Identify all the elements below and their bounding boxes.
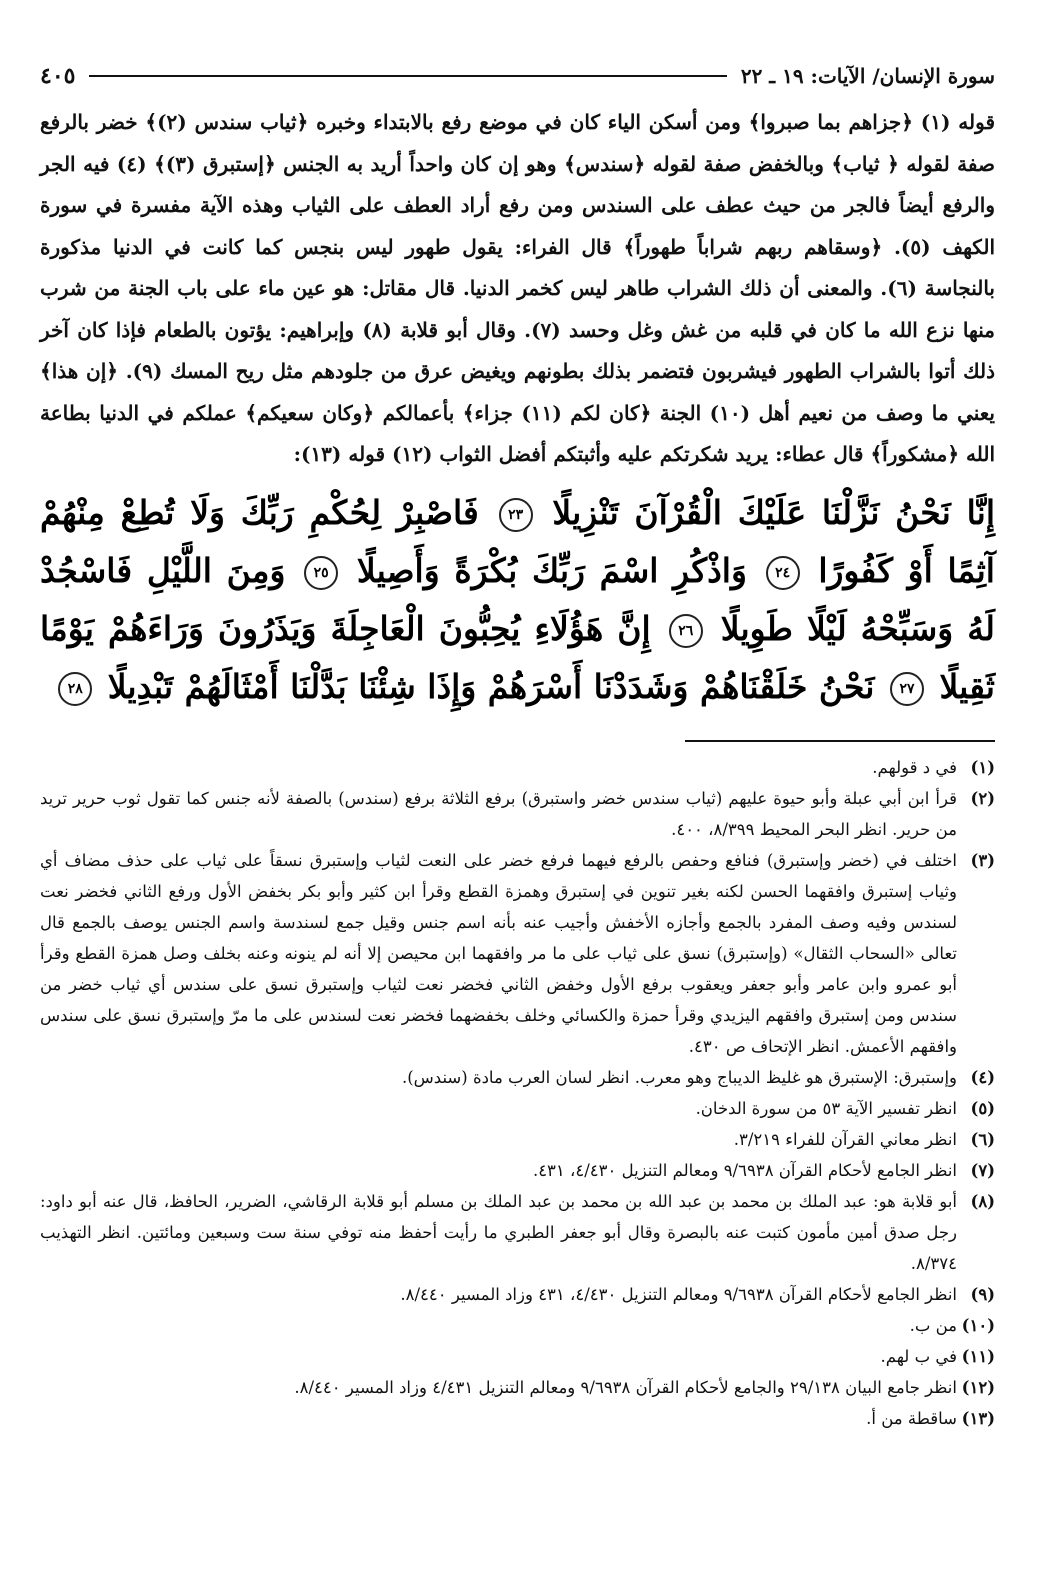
footnote-text: في د قولهم. [872, 757, 957, 777]
verse-25: وَاذْكُرِ اسْمَ رَبِّكَ بُكْرَةً وَأَصِيلًا [356, 550, 747, 590]
footnote-text: انظر معاني القرآن للفراء ٣/٢١٩. [733, 1129, 957, 1149]
footnote [40, 1186, 995, 1279]
footnote-number: (٣) [970, 850, 995, 870]
footnote-number: (١٢) [961, 1377, 995, 1397]
footnote-text: انظر جامع البيان ٢٩/١٣٨ والجامع لأحكام القرآن ٩/٦٩٣٨ ومعالم التنزيل ٤/٤٣١ وزاد المسير ٨/٤٤٠. [294, 1377, 957, 1397]
footnote-text: انظر الجامع لأحكام القرآن ٩/٦٩٣٨ ومعالم التنزيل ٤/٤٣٠، ٤٣١. [532, 1160, 957, 1180]
verse-number-23: ٢٣ [499, 498, 533, 532]
running-title: سورة الإنسان/ الآيات: ١٩ ـ ٢٢ [740, 64, 995, 88]
footnote [40, 1341, 995, 1372]
footnote [40, 1372, 995, 1403]
footnote [40, 1124, 995, 1155]
verse-number-25: ٢٥ [304, 556, 338, 590]
footnote [40, 1093, 995, 1124]
footnote [40, 845, 995, 1062]
footnote [40, 1310, 995, 1341]
footnote [40, 1155, 995, 1186]
footnote [40, 752, 995, 783]
verse-23: إِنَّا نَحْنُ نَزَّلْنَا عَلَيْكَ الْقُرْآنَ تَنْزِيلًا [552, 492, 995, 532]
quran-verses [40, 484, 995, 716]
verse-28: نَحْنُ خَلَقْنَاهُمْ وَشَدَدْنَا أَسْرَهُمْ وَإِذَا شِئْنَا بَدَّلْنَا أَمْثَالَهُمْ تَبْدِيلًا [107, 666, 875, 706]
footnote-number: (٧) [970, 1160, 995, 1180]
footnote-text: وإستبرق: الإستبرق هو غليظ الديباج وهو معرب. انظر لسان العرب مادة (سندس). [401, 1067, 957, 1087]
footnote-text: انظر الجامع لأحكام القرآن ٩/٦٩٣٨ ومعالم التنزيل ٤/٤٣٠، ٤٣١ وزاد المسير ٨/٤٤٠. [400, 1284, 957, 1304]
footnote-text: من ب. [909, 1315, 957, 1335]
footnote-number: (٢) [970, 788, 995, 808]
footnote-number: (٦) [970, 1129, 995, 1149]
verse-number-27: ٢٧ [890, 672, 924, 706]
footnote-number: (٤) [970, 1067, 995, 1087]
footnote-text: في ب لهم. [880, 1346, 957, 1366]
footnote-number: (٥) [970, 1098, 995, 1118]
footnote [40, 1403, 995, 1434]
footnote-text: أبو قلابة هو: عبد الملك بن محمد بن عبد الله بن محمد بن عبد الملك بن مسلم أبو قلابة الرقاشي، الضرير، الحافظ، قال عنه أبو داود: رجل صدق أمين مأمون كتبت عنه بالبصرة وقال أبو جعفر الطبري ما رأيت أحفظ منه توفي سنة ست وسبعين ومائتين. انظر التهذيب ٨/٣٧٤. [40, 1191, 957, 1273]
footnote-number: (١) [970, 757, 995, 777]
footnote-number: (١٠) [961, 1315, 995, 1335]
footnote-number: (٩) [970, 1284, 995, 1304]
verse-number-26: ٢٦ [669, 614, 703, 648]
footnote-text: انظر تفسير الآية ٥٣ من سورة الدخان. [695, 1098, 957, 1118]
header-rule [89, 75, 726, 77]
footnote [40, 1062, 995, 1093]
footnotes [40, 752, 995, 1434]
page-number: ٤٠٥ [40, 63, 76, 89]
verse-27: إِنَّ هَؤُلَاءِ يُحِبُّونَ الْعَاجِلَةَ وَيَذَرُونَ وَرَاءَهُمْ يَوْمًا ثَقِيلًا [40, 608, 995, 706]
footnote-divider [685, 740, 995, 742]
footnote [40, 783, 995, 845]
footnote-number: (١٣) [961, 1408, 995, 1428]
footnote-text: ساقطة من أ. [866, 1408, 957, 1428]
commentary-text [40, 102, 995, 476]
footnote-text: قرأ ابن أبي عبلة وأبو حيوة عليهم (ثياب سندس خضر واستبرق) برفع الثلاثة برفع (سندس) بالصفة لأنه جنس كما تقول ثوب حرير تريد من حرير. انظر البحر المحيط ٨/٣٩٩، ٤٠٠. [40, 788, 957, 839]
footnote-number: (٨) [970, 1191, 995, 1211]
verse-number-24: ٢٤ [766, 556, 800, 590]
footnote-text: اختلف في (خضر وإستبرق) فنافع وحفص بالرفع فيهما فرفع خضر على النعت لثياب وإستبرق نسقاً على ثياب على حذف مضاف أي وثياب إستبرق وافقهما الحسن لكنه بغير تنوين في إستبرق وهمزة القطع وقرأ ابن كثير وأبو بكر بخفض الأول ورفع الثاني فخضر نعت لسندس وفيه وصف المفرد بالجمع وأجازه الأخفش وأجيب عنه بأنه اسم جنس وقيل جمع لسندسة واسم الجنس يوصف بالجمع قال تعالى «السحاب الثقال» (وإستبرق) نسق على ثياب على ما مر وافقهما ابن محيصن إلا أنه لم ينونه وعنه بخلف وصل همزة القطع وقرأ أبو عمرو وابن عامر وأبو جعفر ويعقوب برفع الأول وخفض الثاني فخضر نعت لثياب وإستبرق نسق على سندس أي ثياب خضر من سندس ومن إستبرق وافقهم اليزيدي وقرأ حمزة والكسائي وخلف بخفضهما فخضر نعت لسندس على ما مرّ وإستبرق نسق على سندس وافقهم الأعمش. انظر الإتحاف ص ٤٣٠. [40, 850, 957, 1056]
footnote-number: (١١) [961, 1346, 995, 1366]
commentary-paragraph: قوله (١) ﴿جزاهم بما صبروا﴾ ومن أسكن الياء كان في موضع رفع بالابتداء وخبره ﴿ثياب سندس (٢)﴾ خضر بالرفع صفة لقوله ﴿ ثياب﴾ وبالخفض صفة لقوله ﴿سندس﴾ وهو إن كان واحداً أريد به الجنس ﴿إستبرق (٣)﴾ (٤) فيه الجر والرفع أيضاً فالجر من حيث عطف على السندس ومن رفع أراد العطف على الثياب وهذه الآية مفسرة في سورة الكهف (٥). ﴿وسقاهم ربهم شراباً طهوراً﴾ قال الفراء: يقول طهور ليس بنجس كما كانت في الدنيا مذكورة بالنجاسة (٦). والمعنى أن ذلك الشراب طاهر ليس كخمر الدنيا. قال مقاتل: هو عين ماء على باب الجنة من شرب منها نزع الله ما كان في قلبه من غش وغل وحسد (٧). وقال أبو قلابة (٨) وإبراهيم: يؤتون بالطعام فإذا كان آخر ذلك أتوا بالشراب الطهور فيشربون فتضمر بذلك بطونهم ويغيض عرق من جلودهم مثل ريح المسك (٩). ﴿إن هذا﴾ يعني ما وصف من نعيم أهل (١٠) الجنة ﴿كان لكم (١١) جزاء﴾ بأعمالكم ﴿وكان سعيكم﴾ عملكم في الدنيا بطاعة الله ﴿مشكوراً﴾ قال عطاء: يريد شكرتكم عليه وأثبتكم أفضل الثواب (١٢) قوله (١٣): [40, 110, 996, 466]
verse-24: فَاصْبِرْ لِحُكْمِ رَبِّكَ وَلَا تُطِعْ مِنْهُمْ آثِمًا أَوْ كَفُورًا [40, 492, 995, 590]
footnote [40, 1279, 995, 1310]
verse-26: وَمِنَ اللَّيْلِ فَاسْجُدْ لَهُ وَسَبِّحْهُ لَيْلًا طَوِيلًا [40, 550, 995, 648]
verse-number-28: ٢٨ [58, 672, 92, 706]
page-header [40, 58, 995, 94]
